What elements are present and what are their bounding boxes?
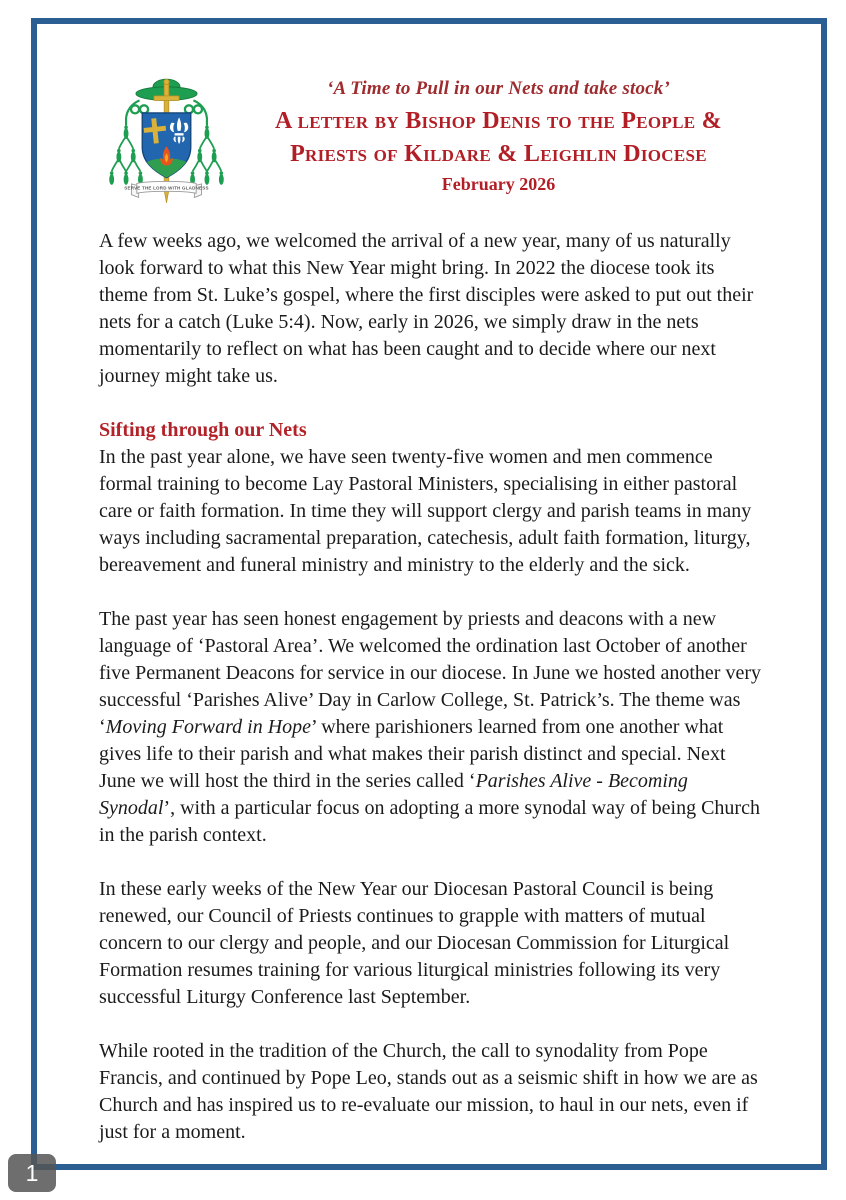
crest-motto: SERVE THE LORD WITH GLADNESS [124,185,209,191]
paragraph-lay-ministers: In the past year alone, we have seen twenty-five women and men commence formal training to become Lay Pastoral Ministers, specialising in either pastoral care or faith formation. In time they will support clergy and parish teams in many ways including sacramental preparation, catechesis, adult faith formation, liturgy, bereavement and funeral ministry and ministry to the elderly and the sick. [99,446,752,576]
paragraph-councils: In these early weeks of the New Year our Diocesan Pastoral Council is being renewed, our Council of Priests continues to grapple with matters of mutual concern to our clergy and people, and our Diocesan Commission for Liturgical Formation resumes training for various liturgical ministries following its very successful Liturgy Conference last September. [99,878,730,1008]
letter-title-line1: A letter by Bishop Denis to the People & [275,108,722,134]
letter-title-line2: Priests of Kildare & Leighlin Diocese [290,141,707,167]
shield-icon [140,113,192,180]
page-border-frame [31,18,827,1170]
letter-header [99,68,763,210]
page-number-badge: 1 [8,1154,56,1192]
letter-title-block [234,68,763,210]
para3-text-2: ’ where parishioners learned from one another what gives life to their parish and what makes their parish distinct and special. Next June we will host the third in the series called ‘ [99,716,726,792]
para3-italic-theme: Moving Forward in Hope [105,716,312,738]
paragraph-pastoral-area [99,606,763,849]
paragraph-intro: A few weeks ago, we welcomed the arrival of a new year, many of us naturally look forward to what this New Year might bring. In 2022 the diocese took its theme from St. Luke’s gospel, where the first disciples were asked to put out their nets for a catch (Luke 5:4). Now, early in 2026, we simply draw in the nets momentarily to reflect on what has been caught and to decide where our next journey might take us. [99,230,754,387]
section-heading-sifting: Sifting through our Nets [99,419,307,441]
paragraph-synodality: While rooted in the tradition of the Church, the call to synodality from Pope Francis, and continued by Pope Leo, stands out as a seismic shift in how we are as Church and has inspired us to re-evaluate our mission, to haul in our nets, even if just for a moment. [99,1040,758,1143]
letter-date: February 2026 [441,174,556,194]
para3-italic-series: Parishes Alive - Becoming Synodal [99,770,688,819]
coat-of-arms-icon [99,68,234,210]
para3-text-3: ’, with a particular focus on adopting a more synodal way of being Church in the parish context. [99,797,760,846]
diocese-coat-of-arms [99,68,234,210]
letter-theme-quote: ‘A Time to Pull in our Nets and take stock’ [326,78,671,99]
letter-body [99,228,763,1146]
para3-text-1: The past year has seen honest engagement by priests and deacons with a new language of ‘Pastoral Area’. We welcomed the ordination last October of another five Permanent Deacons for service in our diocese. In June we hosted another very successful ‘Parishes Alive’ Day in Carlow College, St. Patrick’s. The theme was ‘ [99,608,761,738]
